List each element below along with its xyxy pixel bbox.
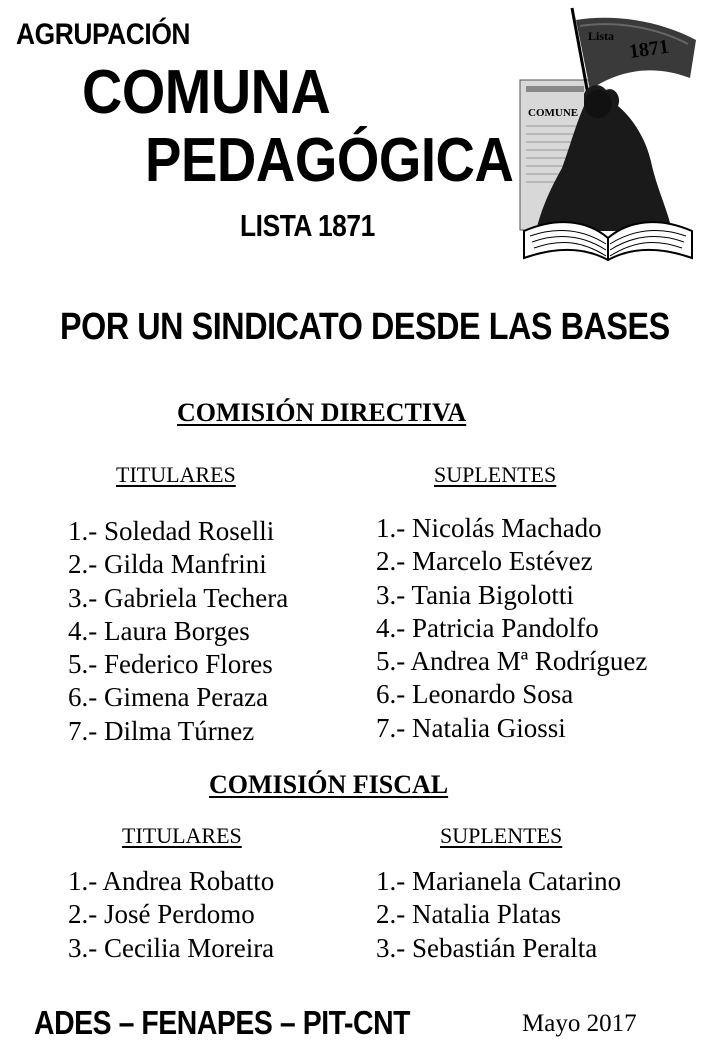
list-item: 4.- Laura Borges bbox=[68, 615, 250, 646]
footer-organizations: ADES – FENAPES – PIT-CNT bbox=[34, 1004, 411, 1041]
list-item: 5.- Andrea Mª Rodríguez bbox=[376, 646, 648, 677]
slogan: POR UN SINDICATO DESDE LAS BASES bbox=[60, 306, 670, 348]
list-item: 3.- Sebastián Peralta bbox=[376, 932, 598, 963]
comision-fiscal-title: COMISIÓN FISCAL bbox=[209, 770, 449, 799]
list-item: 6.- Gimena Peraza bbox=[68, 682, 269, 713]
list-item: 2.- Natalia Platas bbox=[376, 899, 562, 930]
list-item: 4.- Patricia Pandolfo bbox=[376, 612, 599, 643]
cd-suplentes-heading: SUPLENTES bbox=[434, 462, 557, 487]
comision-directiva-title: COMISIÓN DIRECTIVA bbox=[177, 398, 467, 427]
list-item: 7.- Dilma Túrnez bbox=[68, 715, 255, 746]
list-item: 1.- Soledad Roselli bbox=[68, 516, 275, 546]
cd-suplentes-list bbox=[376, 512, 647, 745]
list-item: 3.- Cecilia Moreira bbox=[68, 932, 275, 963]
cf-titulares-heading: TITULARES bbox=[122, 823, 242, 848]
cf-suplentes-heading: SUPLENTES bbox=[440, 823, 563, 848]
header-name-line2: PEDAGÓGICA bbox=[145, 126, 514, 195]
header-lista: LISTA 1871 bbox=[240, 208, 375, 243]
header-agrupacion: AGRUPACIÓN bbox=[16, 18, 191, 51]
list-item: 6.- Leonardo Sosa bbox=[376, 679, 574, 710]
list-item: 2.- José Perdomo bbox=[68, 899, 255, 930]
list-item: 3.- Tania Bigolotti bbox=[376, 579, 574, 610]
list-item: 2.- Marcelo Estévez bbox=[376, 546, 593, 577]
list-item: 3.- Gabriela Techera bbox=[68, 582, 289, 613]
list-item: 2.- Gilda Manfrini bbox=[68, 549, 267, 580]
logo-flag-bearer-icon bbox=[518, 6, 698, 262]
logo-paper-text: COMUNE bbox=[528, 107, 579, 119]
cd-titulares-list bbox=[68, 515, 288, 748]
logo-flag-big-text: 1871 bbox=[627, 35, 671, 63]
cf-titulares-list bbox=[68, 865, 274, 965]
list-item: 5.- Federico Flores bbox=[68, 649, 273, 680]
header-name-line1: COMUNA bbox=[82, 58, 331, 127]
list-item: 1.- Nicolás Machado bbox=[376, 513, 602, 543]
list-item: 1.- Andrea Robatto bbox=[68, 866, 275, 896]
logo-flag-small-text: Lista bbox=[588, 29, 615, 43]
cf-suplentes-list bbox=[376, 865, 621, 965]
list-item: 1.- Marianela Catarino bbox=[376, 866, 622, 896]
footer-date: Mayo 2017 bbox=[522, 1010, 637, 1037]
list-item: 7.- Natalia Giossi bbox=[376, 712, 566, 743]
cd-titulares-heading: TITULARES bbox=[116, 462, 236, 487]
